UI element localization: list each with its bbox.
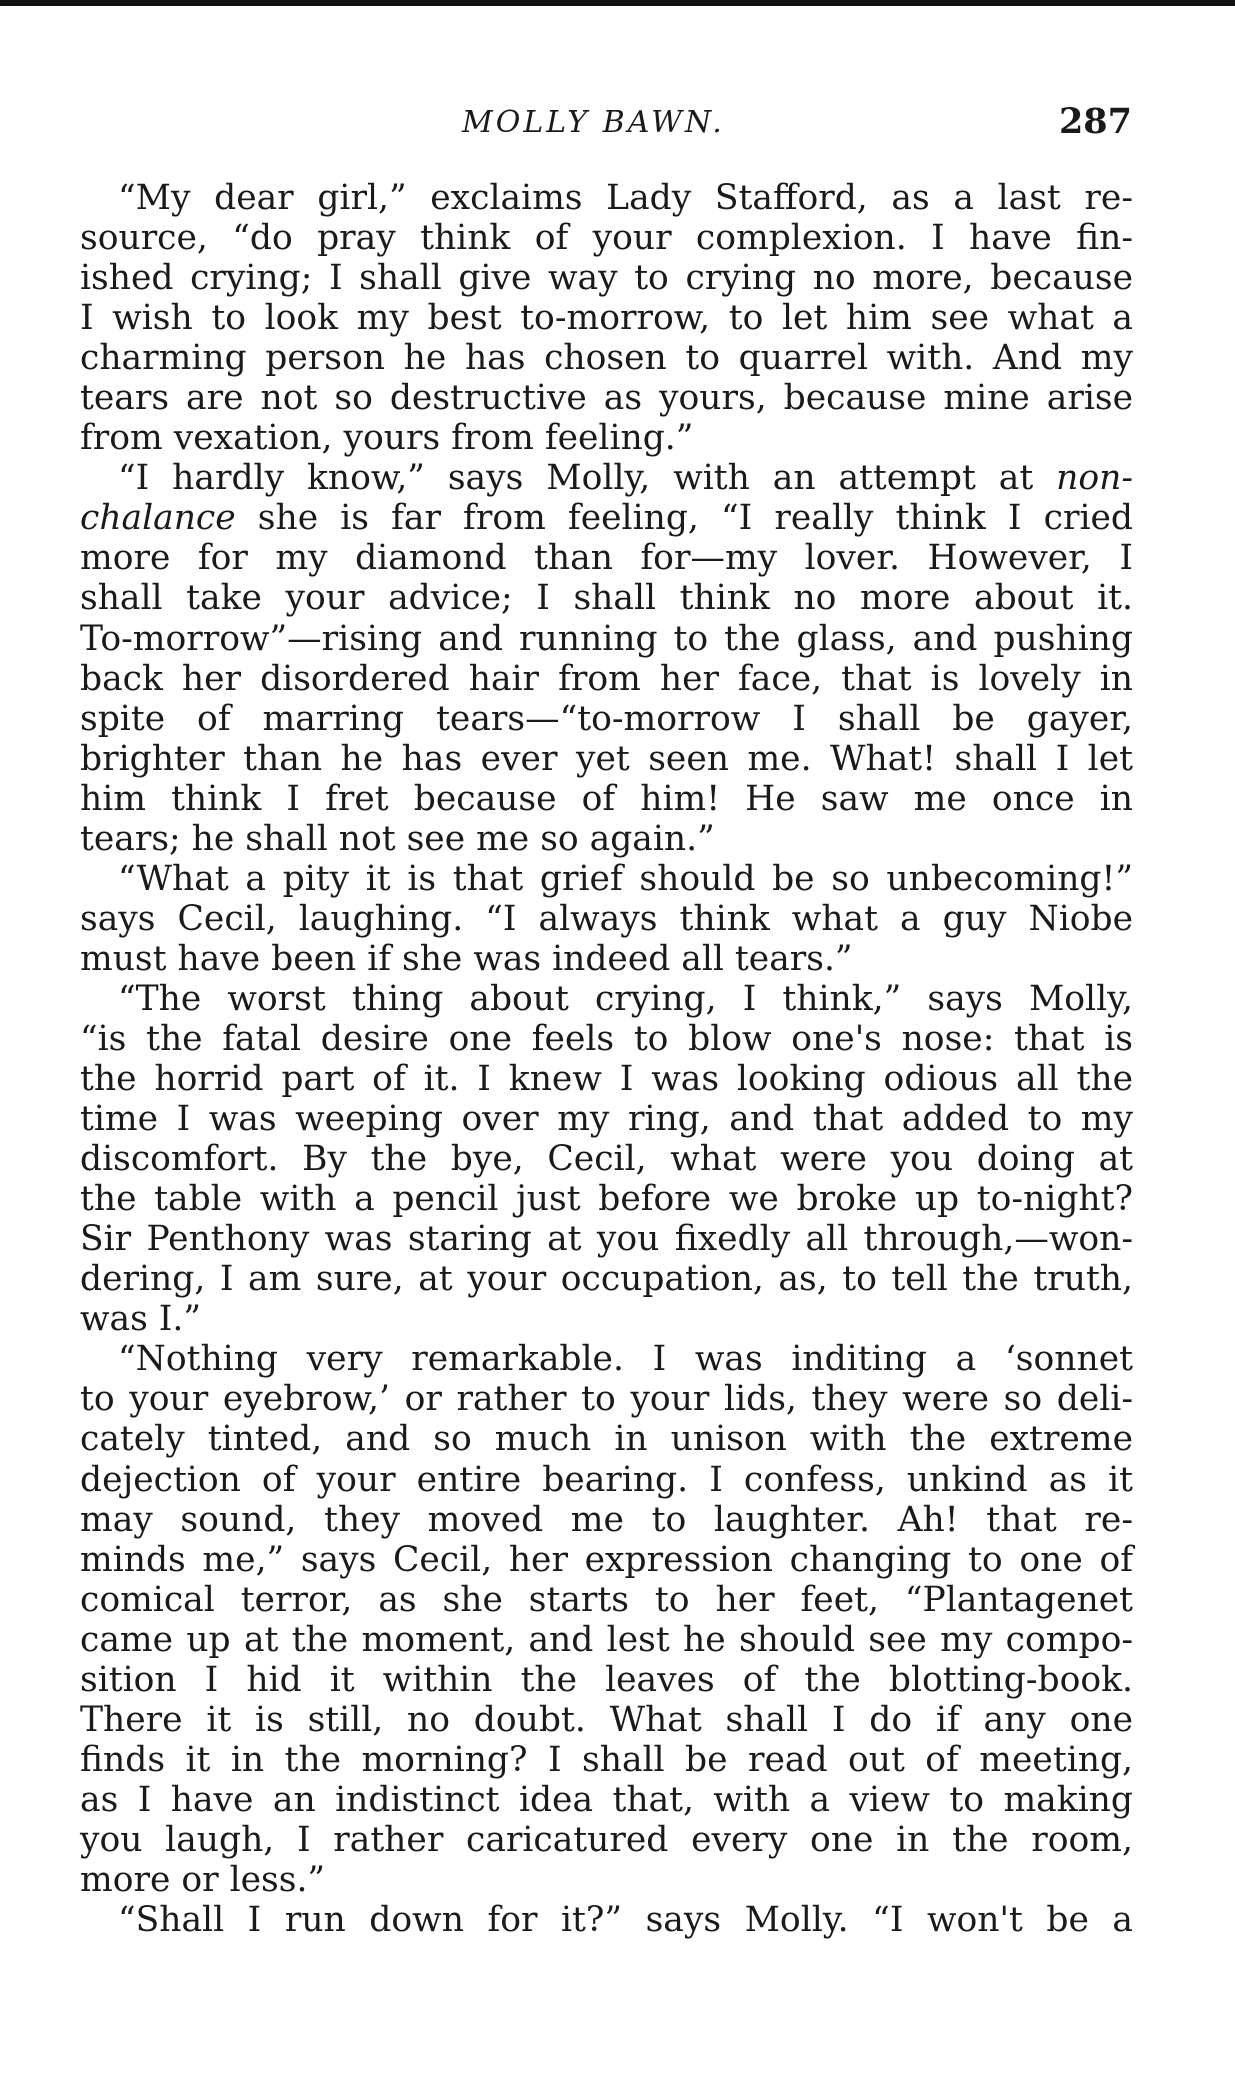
text-line: “My dear girl,” exclaims Lady Stafford, as a last re- — [118, 178, 1133, 218]
text-line: came up at the moment, and lest he should see my compo- — [80, 1619, 1133, 1660]
text-line: you laugh, I rather caricatured every one in the room, — [80, 1819, 1133, 1860]
top-border-rule — [0, 0, 1235, 6]
text-line: “is the fatal desire one feels to blow one's nose: that is — [80, 1018, 1133, 1059]
text-line: dering, I am sure, at your occupation, as, to tell the truth, — [80, 1259, 1133, 1300]
text-line: brighter than he has ever yet seen me. What! shall I let — [80, 738, 1133, 779]
text-line: dejection of your entire bearing. I confess, unkind as it — [80, 1459, 1133, 1500]
text-line: may sound, they moved me to laughter. Ah! that re- — [80, 1499, 1133, 1540]
text-line: from vexation, yours from feeling.” — [80, 418, 694, 459]
text-line: shall take your advice; I shall think no more about it. — [80, 578, 1133, 619]
text-line: “The worst thing about crying, I think,” says Molly, — [118, 978, 1133, 1019]
text-line: I wish to look my best to-morrow, to let him see what a — [80, 298, 1133, 339]
text-line: charming person he has chosen to quarrel with. And my — [80, 338, 1133, 379]
text-line: cately tinted, and so much in unison with the extreme — [80, 1419, 1133, 1460]
text-line: “Nothing very remarkable. I was inditing a ‘sonnet — [118, 1339, 1133, 1380]
text-line: says Cecil, laughing. “I always think what a guy Niobe — [80, 898, 1133, 939]
text-line: ished crying; I shall give way to crying no more, because — [80, 258, 1133, 299]
text-line: tears; he shall not see me so again.” — [80, 818, 715, 859]
text-line: minds me,” says Cecil, her expression changing to one of — [80, 1539, 1133, 1580]
text-line — [80, 458, 1133, 498]
page-body — [80, 178, 1133, 1940]
italic-word: chalance — [80, 498, 236, 539]
text-line: sition I hid it within the leaves of the blotting-book. — [80, 1659, 1133, 1700]
text-line: to your eyebrow,’ or rather to your lids, they were so deli- — [80, 1379, 1133, 1420]
text-line: as I have an indistinct idea that, with a view to making — [80, 1779, 1133, 1820]
text-line: tears are not so destructive as yours, because mine arise — [80, 378, 1133, 419]
text-line: time I was weeping over my ring, and that added to my — [80, 1099, 1133, 1140]
text-line: finds it in the morning? I shall be read out of meeting, — [80, 1739, 1133, 1780]
text-line: more for my diamond than for—my lover. However, I — [80, 538, 1133, 579]
text-line: was I.” — [80, 1299, 202, 1340]
text-line: him think I fret because of him! He saw me once in — [80, 778, 1133, 819]
text-line: discomfort. By the bye, Cecil, what were you doing at — [80, 1139, 1133, 1180]
text-line: the horrid part of it. I knew I was looking odious all the — [80, 1059, 1133, 1100]
text-line: To-morrow”—rising and running to the glass, and pushing — [80, 618, 1133, 659]
text-line: “What a pity it is that grief should be so unbecoming!” — [118, 858, 1133, 899]
text-line: must have been if she was indeed all tears.” — [80, 938, 853, 979]
text-line — [80, 498, 1133, 538]
running-head — [82, 101, 1132, 155]
text-line: the table with a pencil just before we broke up to-night? — [80, 1179, 1133, 1220]
text-line: comical terror, as she starts to her feet, “Plantagenet — [80, 1579, 1133, 1620]
italic-word: non- — [1056, 458, 1133, 499]
running-head-title: MOLLY BAWN. — [462, 105, 725, 140]
text-span: “I hardly know,” says Molly, with an attempt at — [118, 458, 1057, 499]
text-line: Sir Penthony was staring at you fixedly all through,—won- — [80, 1219, 1133, 1260]
text-line: “Shall I run down for it?” says Molly. “I won't be a — [118, 1900, 1133, 1941]
text-line: back her disordered hair from her face, that is lovely in — [80, 658, 1133, 699]
text-line: There it is still, no doubt. What shall I do if any one — [80, 1699, 1133, 1740]
text-line: spite of marring tears—“to-morrow I shall be gayer, — [80, 698, 1133, 739]
page-number: 287 — [1058, 101, 1132, 142]
text-span: she is far from feeling, “I really think I cried — [235, 498, 1133, 539]
text-line: source, “do pray think of your complexion. I have fin- — [80, 218, 1133, 259]
text-line: more or less.” — [80, 1859, 326, 1900]
